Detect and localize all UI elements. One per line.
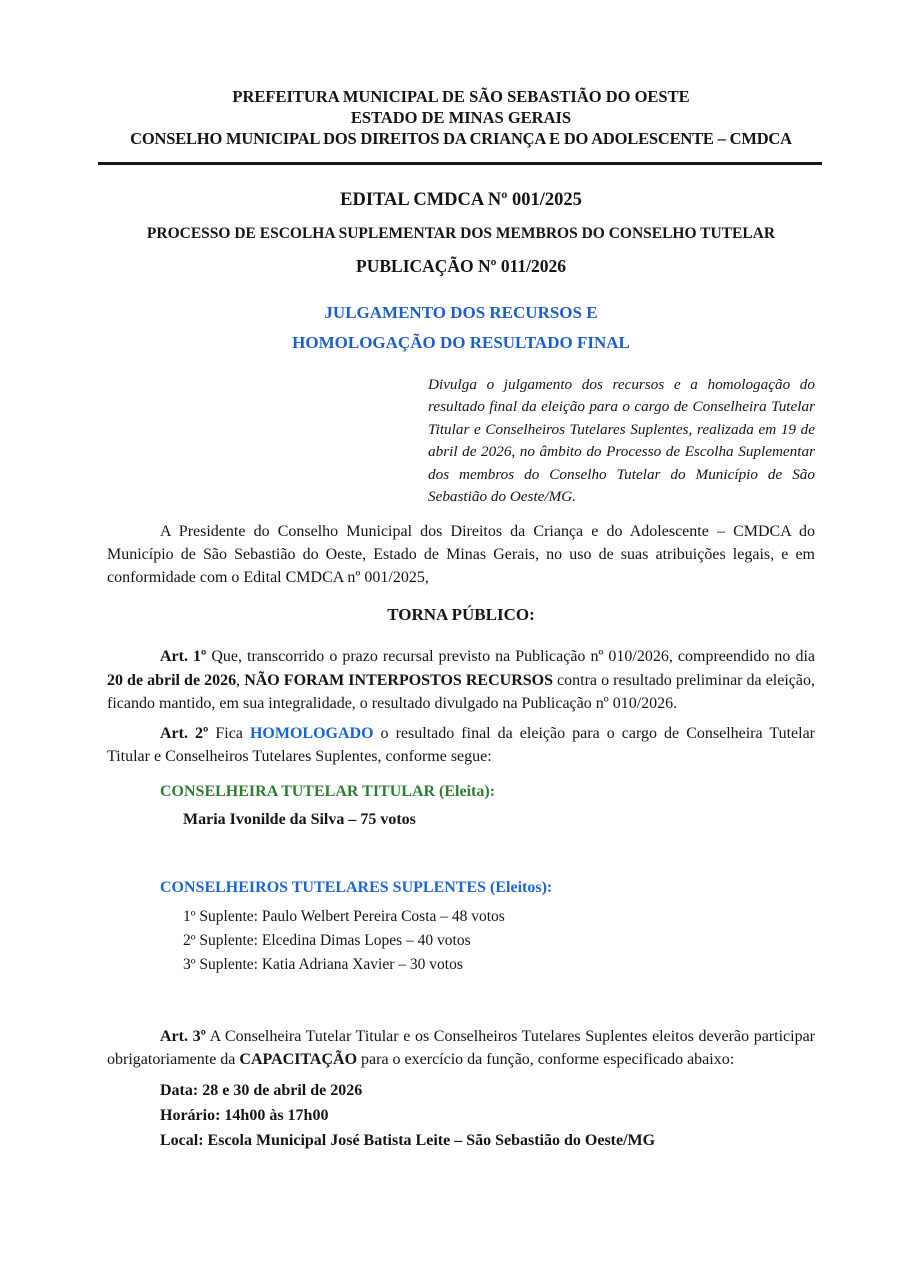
org-header-line-3: CONSELHO MUNICIPAL DOS DIREITOS DA CRIANÇA E DO ADOLESCENTE – CMDCA	[130, 129, 792, 148]
processo-subtitle: PROCESSO DE ESCOLHA SUPLEMENTAR DOS MEMBROS DO CONSELHO TUTELAR	[146, 225, 776, 242]
titular-heading: CONSELHEIRA TUTELAR TITULAR (Eleita):	[160, 782, 496, 800]
org-header	[107, 86, 815, 149]
epigraph: Divulga o julgamento dos recursos e a homologação do resultado final da eleição para o cargo de Conselheira Tutelar Titular e Conselheiros Tutelares Suplentes, realizada em 19 de abril de 2026, no âmbito do Processo de Escolha Suplementar dos membros do Conselho Tutelar do Município de São Sebastião do Oeste/MG.	[428, 376, 815, 506]
article-1: Art. 1º Que, transcorrido o prazo recursal previsto na Publicação nº 010/2026, compreendido no dia 20 de abril de 2026, NÃO FORAM INTERPOSTOS RECURSOS contra o resultado preliminar da eleição, ficando mantido, em sua integralidade, o resultado divulgado na Publicação nº 010/2026.	[107, 648, 816, 713]
training-location: Local: Escola Municipal José Batista Leite – São Sebastião do Oeste/MG	[160, 1131, 656, 1149]
header-divider-rule	[98, 162, 822, 165]
intro-paragraph: A Presidente do Conselho Municipal dos Direitos da Criança e do Adolescente – CMDCA do Município de São Sebastião do Oeste, Estado de Minas Gerais, no uso de suas atribuições legais, e em conformidade com o Edital CMDCA nº 001/2025,	[107, 523, 815, 587]
suplentes-heading: CONSELHEIROS TUTELARES SUPLENTES (Eleitos):	[160, 878, 553, 896]
suplente-item: 1º Suplente: Paulo Welbert Pereira Costa – 48 votos	[183, 907, 505, 925]
article-3: Art. 3º A Conselheira Tutelar Titular e os Conselheiros Tutelares Suplentes eleitos deverão participar obrigatoriamente da CAPACITAÇÃO para o exercício da função, conforme especificado abaixo:	[107, 1027, 816, 1069]
edital-title: EDITAL CMDCA Nº 001/2025	[340, 190, 582, 210]
org-header-line-2: ESTADO DE MINAS GERAIS	[350, 108, 572, 127]
torna-publico-heading: TORNA PÚBLICO:	[387, 605, 535, 625]
training-time: Horário: 14h00 às 17h00	[160, 1106, 329, 1124]
org-header-line-1: PREFEITURA MUNICIPAL DE SÃO SEBASTIÃO DO OESTE	[232, 87, 690, 106]
suplente-item: 2º Suplente: Elcedina Dimas Lopes – 40 votos	[183, 931, 471, 949]
suplentes-list	[183, 905, 815, 977]
training-date: Data: 28 e 30 de abril de 2026	[160, 1081, 363, 1099]
subject-heading-line-2: HOMOLOGAÇÃO DO RESULTADO FINAL	[292, 333, 630, 352]
subject-heading	[107, 298, 815, 358]
suplente-item: 3º Suplente: Katia Adriana Xavier – 30 votos	[183, 955, 463, 973]
article-2: Art. 2º Fica HOMOLOGADO o resultado final da eleição para o cargo de Conselheira Tutelar Titular e Conselheiros Tutelares Suplentes, conforme segue:	[107, 724, 816, 766]
publicacao-number: PUBLICAÇÃO Nº 011/2026	[356, 256, 566, 276]
titular-result: Maria Ivonilde da Silva – 75 votos	[183, 810, 416, 828]
subject-heading-line-1: JULGAMENTO DOS RECURSOS E	[324, 303, 598, 322]
